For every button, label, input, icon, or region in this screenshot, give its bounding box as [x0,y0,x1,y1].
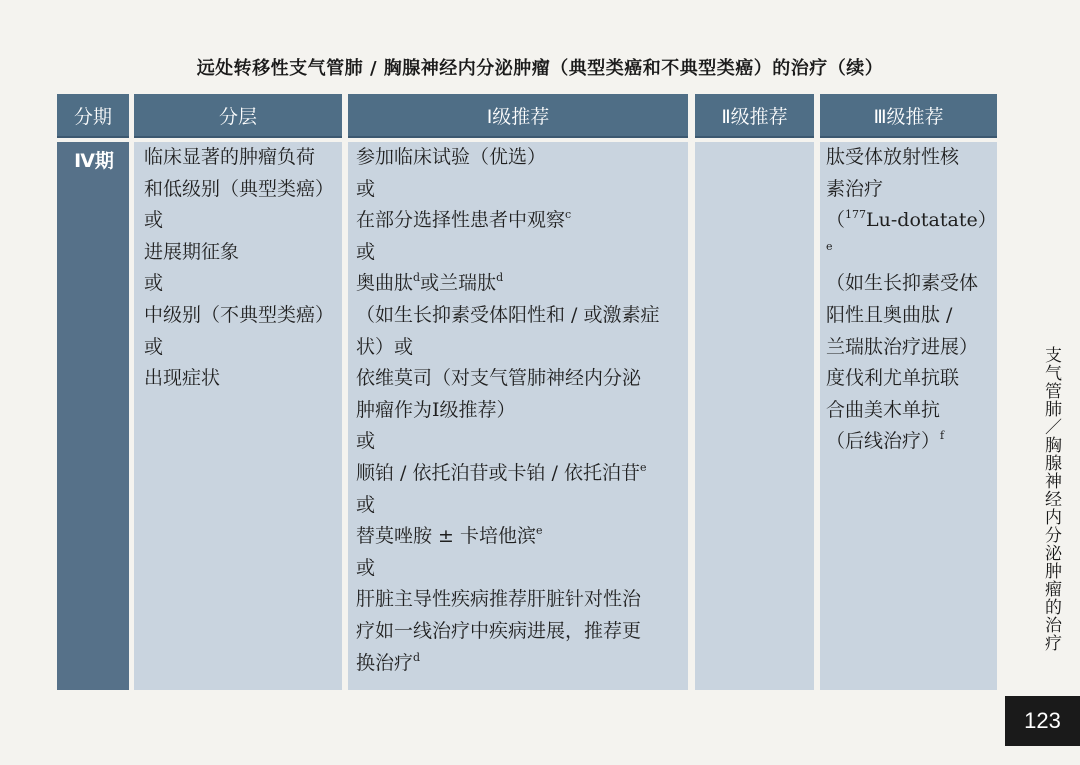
level1-line [356,426,686,458]
header-layer: 分层 [134,94,342,138]
level3-line [826,395,996,427]
side-chapter-label: 支气管肺／胸腺神经内分泌肿瘤的治疗 [1041,346,1061,652]
level1-text: 替莫唑胺 ± 卡培他滨 [356,525,536,548]
level3-line [826,332,996,364]
level3-text: 兰瑞肽治疗进展） [826,335,979,358]
level1-text: 或 [356,177,376,200]
level1-footnote-mark: e [536,524,543,538]
level1-text: 或兰瑞肽 [420,272,497,295]
level3-text: 素治疗 [826,177,884,200]
level1-text: 或 [356,240,376,263]
level1-text: 顺铂 / 依托泊苷或卡铂 / 依托泊苷 [356,461,640,484]
level1-line [356,268,686,300]
stage-column [57,142,129,690]
level1-text: 或 [356,556,376,579]
page-number: 123 [1005,696,1080,746]
level1-line [356,363,686,395]
level1-line [356,521,686,553]
level3-text: 度伐利尤单抗联 [826,367,960,390]
level3-line [826,205,996,268]
layer-cell: 临床显著的肿瘤负荷 和低级别（典型类癌） 或 进展期征象 或 中级别（不典型类癌） 或 出现症状 [144,146,335,390]
level1-text: 状）或 [356,335,414,358]
level1-text: 奥曲肽 [356,272,414,295]
level1-line [356,332,686,364]
level1-text: （如生长抑素受体阳性和 / 或激素症 [356,303,660,326]
level1-footnote-mark: c [565,208,572,222]
level1-cell [356,142,686,679]
level1-footnote-mark: d [413,271,421,285]
level3-text: Lu-dotatate） [866,209,997,232]
header-level2: Ⅱ级推荐 [695,94,814,138]
level3-text: （如生长抑素受体 [826,272,979,295]
level3-line [826,300,996,332]
level3-line [826,174,996,206]
level1-footnote-mark: e [639,460,647,474]
level1-line [356,142,686,174]
level3-line [826,142,996,174]
level3-line [826,426,996,458]
level3-line [826,268,996,300]
level3-footnote-mark: e [826,239,833,253]
level3-footnote-mark: f [940,429,945,443]
level1-line [356,174,686,206]
level1-line [356,584,686,616]
level1-text: 换治疗 [356,651,414,674]
level3-isotope: 177 [845,208,867,222]
level3-text: 合曲美木单抗 [826,398,941,421]
level1-line [356,458,686,490]
level1-line [356,616,686,648]
level1-line [356,490,686,522]
level1-line [356,205,686,237]
level1-text: 疗如一线治疗中疾病进展，推荐更 [356,619,642,642]
level3-text: 阳性且奥曲肽 / [826,303,953,326]
level1-text: 肿瘤作为Ⅰ级推荐） [356,398,516,421]
level3-text: 肽受体放射性核 [826,146,960,168]
stage-cell: Ⅳ期 [74,150,114,172]
level1-text: 参加临床试验（优选） [356,146,547,168]
level3-text: （ [826,209,846,232]
level3-line [826,363,996,395]
level1-footnote-mark: d [496,271,504,285]
level1-line [356,237,686,269]
level1-line [356,395,686,427]
level1-line [356,648,686,680]
level1-footnote-mark: d [413,650,421,664]
level1-text: 肝脏主导性疾病推荐肝脏针对性治 [356,588,642,611]
level1-text: 依维莫司（对支气管肺神经内分泌 [356,367,642,390]
header-stage: 分期 [57,94,129,138]
header-level3: Ⅲ级推荐 [820,94,997,138]
level1-text: 或 [356,493,376,516]
level1-text: 或 [356,430,376,453]
level1-line [356,553,686,585]
level3-text: （后线治疗） [826,430,941,453]
level1-line [356,300,686,332]
level1-text: 在部分选择性患者中观察 [356,209,566,232]
page-title: 远处转移性支气管肺 / 胸腺神经内分泌肿瘤（典型类癌和不典型类癌）的治疗（续） [196,58,884,79]
level3-cell [826,142,996,458]
header-level1: Ⅰ级推荐 [348,94,688,138]
level2-column [695,142,814,690]
